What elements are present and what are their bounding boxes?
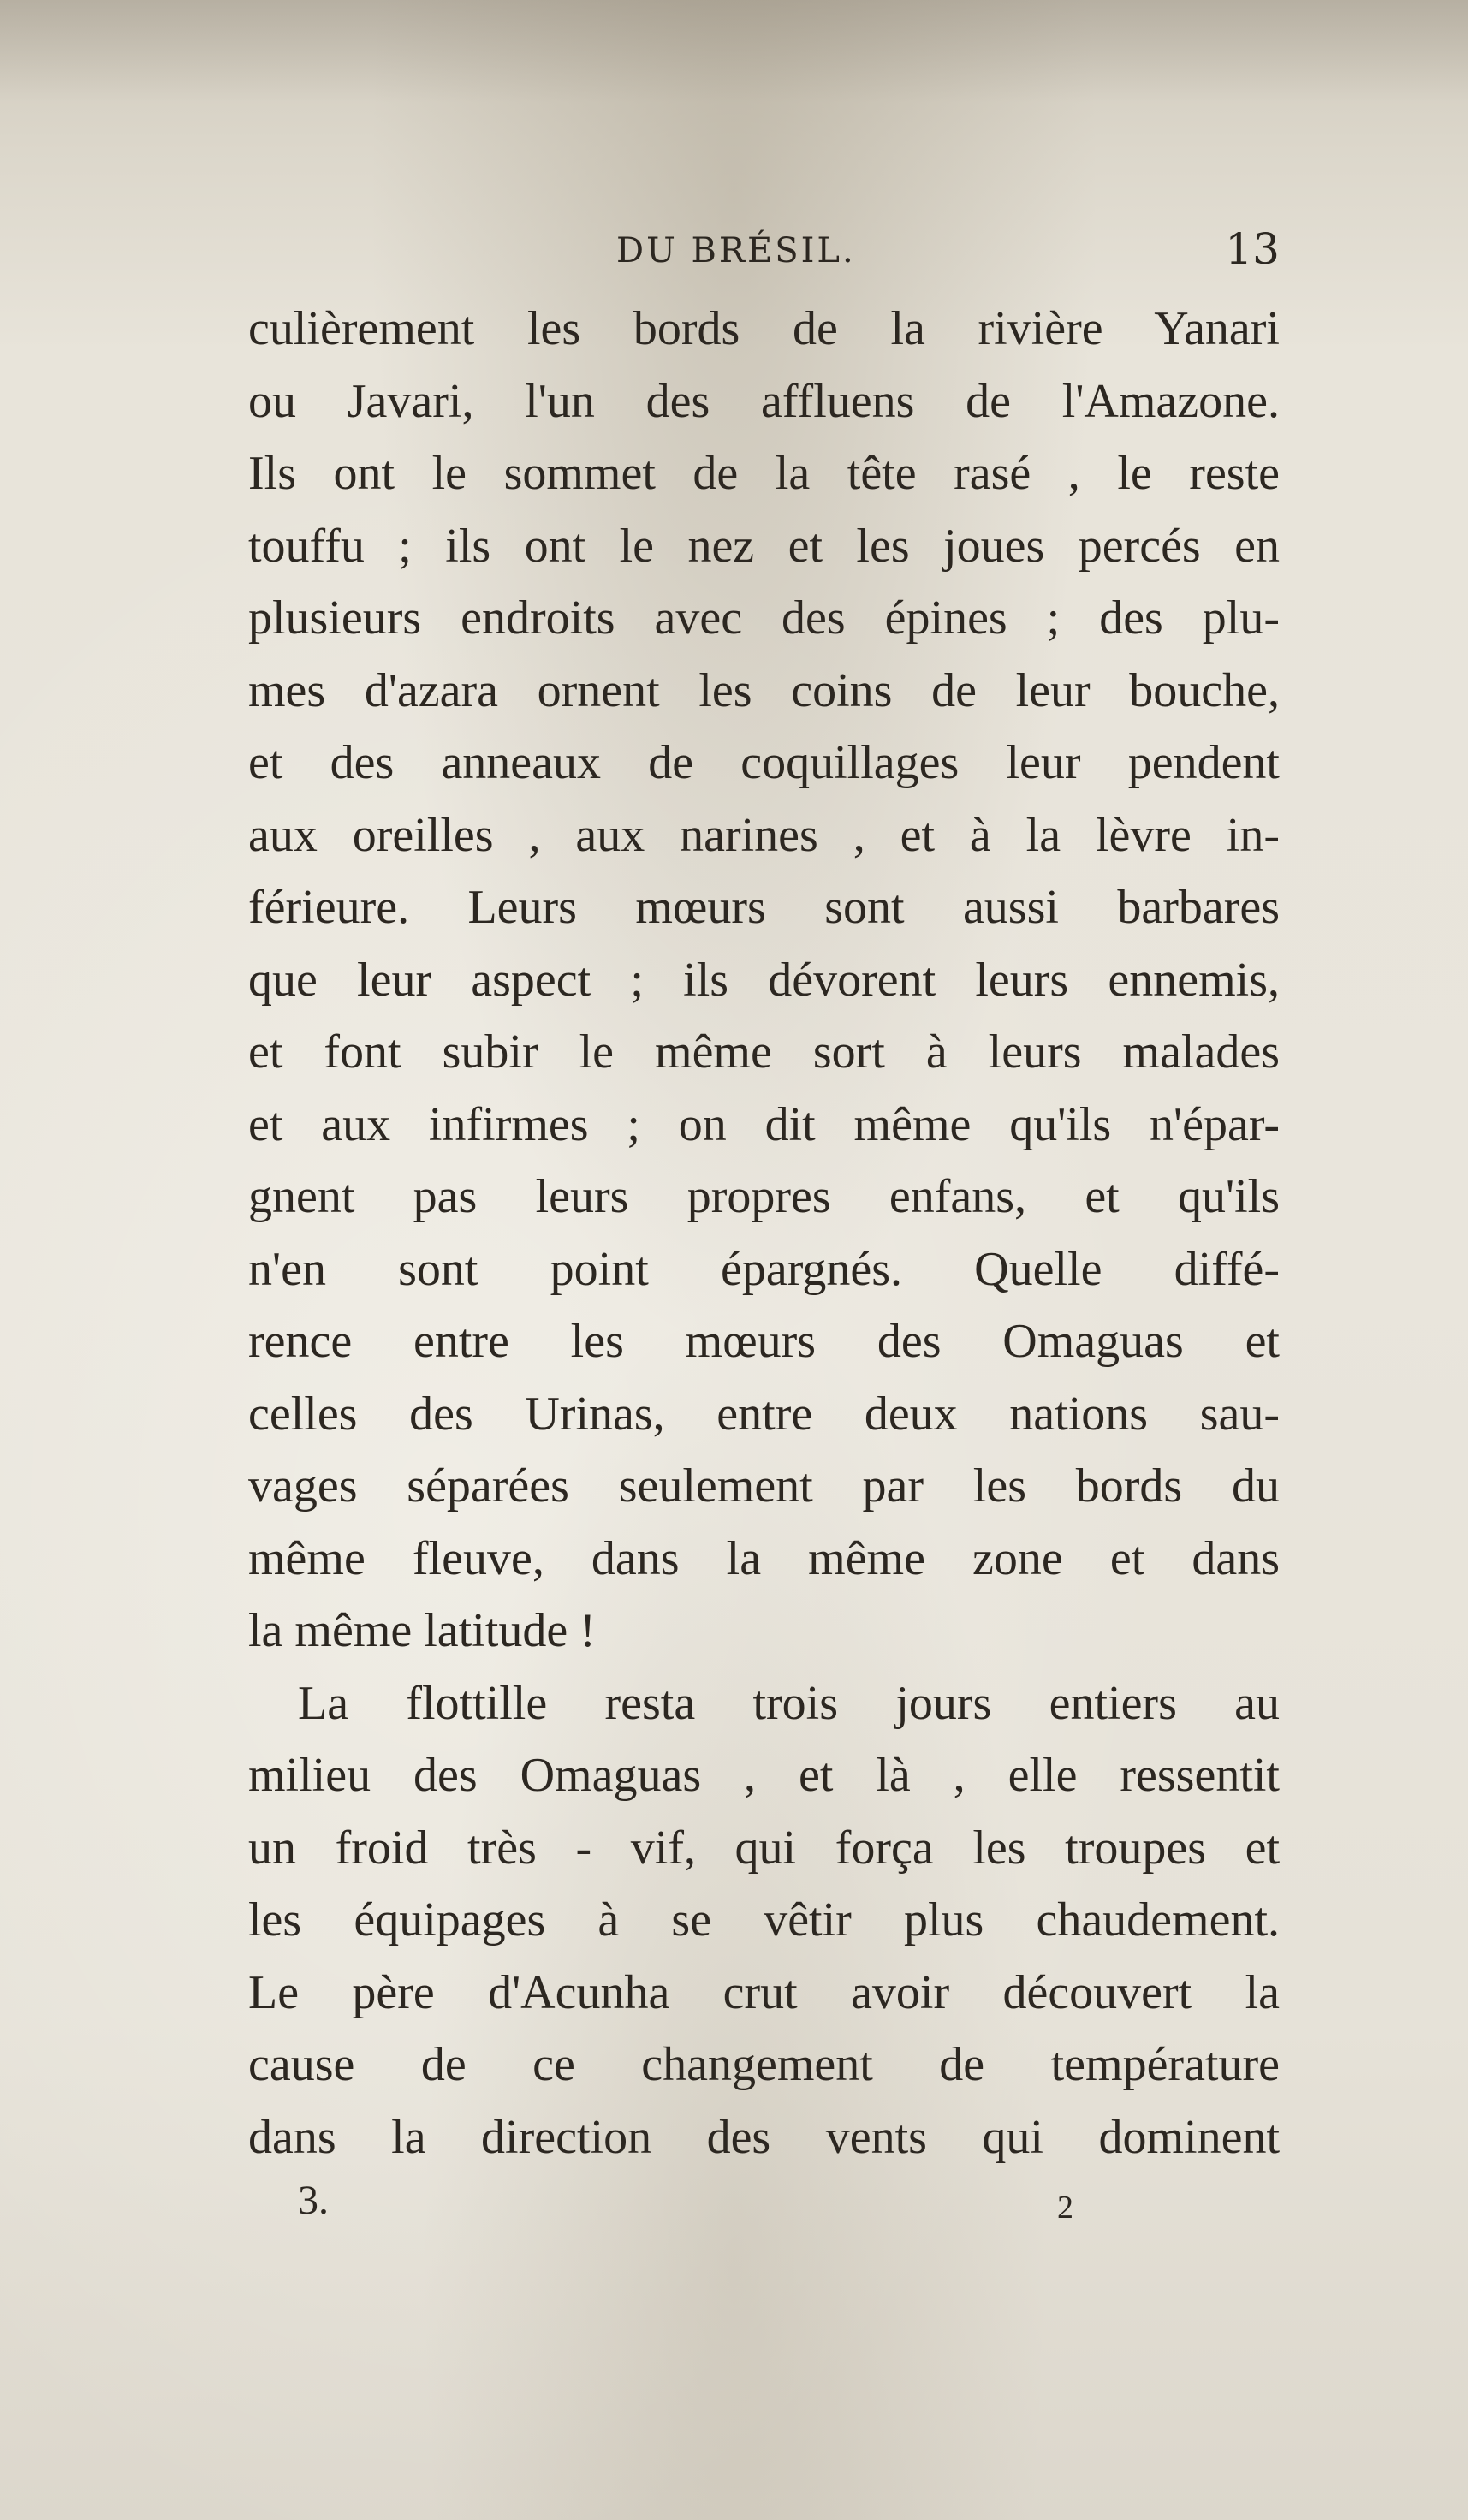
text-line: La flottille resta trois jours entiers au <box>298 1676 1280 1730</box>
text-line: les équipages à se vêtir plus chaudement. <box>248 1893 1280 1946</box>
text-line: et des anneaux de coquillages leur pendent <box>248 736 1280 789</box>
text-line: et aux infirmes ; on dit même qu'ils n'épar- <box>248 1097 1280 1151</box>
text-line: touffu ; ils ont le nez et les joues percés en <box>248 519 1280 573</box>
text-line: milieu des Omaguas , et là , elle ressentit <box>248 1749 1280 1802</box>
text-line: dans la direction des vents qui dominent <box>248 2110 1280 2164</box>
text-line: aux oreilles , aux narines , et à la lèvre in- <box>248 808 1280 862</box>
text-line: même fleuve, dans la même zone et dans <box>248 1531 1280 1585</box>
running-head <box>248 224 1280 284</box>
text-block <box>248 224 1280 2254</box>
text-line: n'en sont point épargnés. Quelle diffé- <box>248 1242 1280 1296</box>
text-line: celles des Urinas, entre deux nations sau- <box>248 1387 1280 1441</box>
text-line: un froid très - vif, qui força les troupes et <box>248 1821 1280 1875</box>
page-shadow <box>0 0 1468 103</box>
text-line: rence entre les mœurs des Omaguas et <box>248 1315 1280 1368</box>
text-line: ou Javari, l'un des affluens de l'Amazone. <box>248 374 1280 428</box>
text-line: et font subir le même sort à leurs malades <box>248 1025 1280 1079</box>
text-line: vages séparées seulement par les bords du <box>248 1459 1280 1513</box>
body-text <box>248 293 1280 2173</box>
text-line: gnent pas leurs propres enfans, et qu'ils <box>248 1170 1280 1223</box>
text-line: mes d'azara ornent les coins de leur bouche, <box>248 663 1280 717</box>
text-line: Le père d'Acunha crut avoir découvert la <box>248 1965 1280 2019</box>
signature-mark: 3. <box>298 2178 329 2223</box>
page-footer <box>248 2177 1280 2254</box>
text-line: férieure. Leurs mœurs sont aussi barbares <box>248 881 1280 934</box>
text-line: que leur aspect ; ils dévorent leurs ennemis, <box>248 953 1280 1007</box>
text-line: culièrement les bords de la rivière Yanari <box>248 302 1280 355</box>
page-number: 13 <box>1225 224 1280 274</box>
text-line: la même latitude ! <box>248 1604 596 1657</box>
catchword: 2 <box>1057 2190 1073 2226</box>
text-line: Ils ont le sommet de la tête rasé , le reste <box>248 447 1280 500</box>
running-title: DU BRÉSIL. <box>616 231 856 270</box>
text-line: cause de ce changement de température <box>248 2038 1280 2091</box>
text-line: plusieurs endroits avec des épines ; des plu- <box>248 591 1280 645</box>
